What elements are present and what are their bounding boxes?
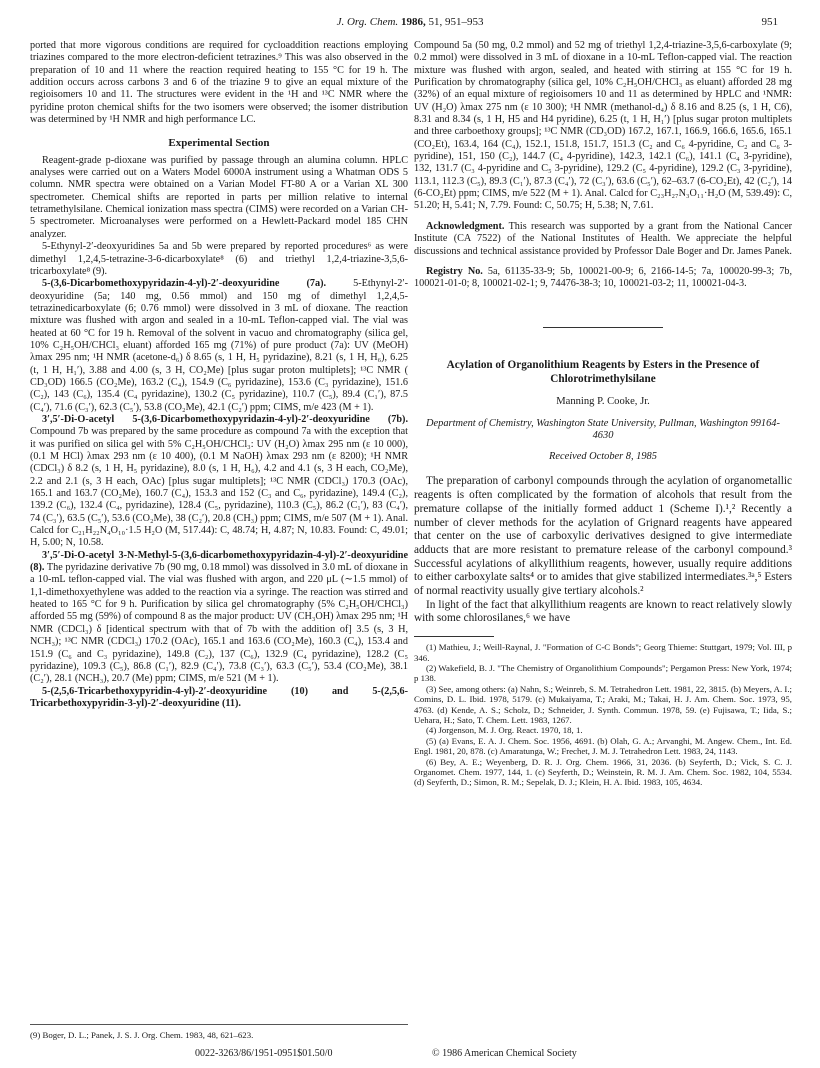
compound-10-11-continuation: Compound 5a (50 mg, 0.2 mmol) and 52 mg of triethyl 1,2,4-triazine-3,5,6-carboxylate (9; 0.2 mmol) were dissolved in 3 mL of dioxane in a 10-mL Teflon-capped vial. The reaction mixture was flushed with argon, sealed, and heated with stirring at 155 °C for 19 h. Purification by chromatography (silica gel, 10% C₂H₅OH/CHCl₃ as eluant) afforded 28 mg (32%) of an equal mixture of regioisomers 10 and 11 as determined by HPLC and ¹NMR: UV (H₂O) λmax 275 nm (ε 10 300); ¹H NMR (methanol-d₄) δ 8.16 and 8.25 (s, 1 H, C6), 8.31 and 8.34 (s, 1 H, H5 and H4 pyridine), 6.25 (t, 1 H, H₁′) [plus sugar proton multiplets and three carboethoxy groups]; ¹³C NMR (CD₃OD) 167.2, 167.1, 166.9, 166.6, 165.6, 165.1 (CO₂Et), 163.4, 164 (C₄), 152.1, 151.8, 151.7, 151.3 (C₂ and C₆ 4-pyridine, C₂ and C₆ 3-pyridine), 151, 150 (C₂), 144.7 (C₄ 4-pyridine), 142.3, 142.1 (C₆), 141.1 (C₄ 3-pyridine), 132, 131.7 (C₃ 4-pyridine and C₅ 3-pyridine), 129.2 (C₅ 4-pyridine), 129.2 (C₃ 3-pyridine), 113.1, 112.3 (C₅), 89.3 (C₁′), 87.3 (C₄′), 72 (C₃′), 63.6 (C₅′), 62–63.7 (6-CO₂Et), 42 (C₂′), 14 (6-CO₂Et) ppm; CIMS, m/e 522 (M + 1). Anal. Calcd for C₂₃H₂₇N₃O₁₁·H₂O (M, 539.49): C, 51.20; H, 5.41; N, 7.79. Found: C, 50.75; H, 5.38; N, 7.61. [414, 40, 792, 212]
footnote-5: (5) (a) Evans, E. A. J. Chem. Soc. 1956, 4691. (b) Olah, G. A.; Arvanghi, M. Angew. Chem., Int. Ed. Engl. 1981, 20, 878. (c) Amaratunga, W.; Frechet, J. M. J. Tetrahedron Lett. 1983, 24, 1143. [414, 735, 792, 757]
footnote-divider [414, 636, 494, 637]
affiliation: Department of Chemistry, Washington State University, Pullman, Washington 99164-4630 [426, 417, 780, 442]
right-column [414, 40, 792, 1012]
journal-name: J. Org. Chem. [336, 16, 399, 28]
compound-8-text: The pyridazine derivative 7b (90 mg, 0.18 mmol) was dissolved in 3.0 mL of dioxane in a 10-mL teflon-capped vial. The vial was flushed with argon, and 220 μL (∼1.5 mmol) of 1,1-dimethoxyethylene was added to the reaction via a syringe. The reaction was stirred and heated to 165 °C for 9 h. Purification by silica gel chromatography (5% C₂H₅OH/CHCl₃) afforded 55 mg (59%) of compound 8 as the major product: UV (CH₃OH) λmax 295 nm; ¹H NMR (CDCl₃) δ [identical spectrum with that of 7b with the addition of] 3.5 (s, 3 H, NCH₃); ¹³C NMR (CDCl₃) 170.2 (OAc), 165.1 and 163.6 (CO₂Me), 160.3 (C₄), 153.4 and 151.9 (C₆ and C₃ pyridazine), 149.8 (C₂), 137 (C₆), 132.9 (C₄ pyridazine), 128.2 (C₅ pyridazine), 109.3 (C₅), 86.8 (C₁′), 82.9 (C₄′), 73.8 (C₃′), 63.3 (C₅′), 53.4 (CO₂Me), 38.1 (C₂′), 28.1 (NCH₃), 20.7 (Me) ppm; CIMS, m/e 521 (M + 1). [30, 562, 408, 685]
reagent-paragraph: Reagent-grade p-dioxane was purified by passage through an alumina column. HPLC analyses were carried out on a Waters Model 6000A instrument using a Whatman ODS 5 column. NMR spectra were obtained on a Varian Model FT-80 A or a Varian XL 300 spectrometer. Chemical shifts are reported in parts per million relative to internal tetramethylsilane. Chemical ionization mass spectra (CIMS) were recorded on a Varian CH-5 spectrometer. Microanalyses were performed on a Hewlett-Packard model 185 CHN analyzer. [30, 154, 408, 240]
acknowledgment-text: This research was supported by a grant from the National Cancer Institute (CA 7522) of the National Institutes of Health. We appreciate the helpful discussions and technical assistance provided by Professor Dale Boger and Dr. James Panek. [414, 220, 792, 257]
copyright: © 1986 American Chemical Society [432, 1048, 577, 1059]
registry-text: 5a, 61135-33-9; 5b, 100021-00-9; 6, 2166-14-5; 7a, 100020-99-3; 7b, 100021-01-0; 8, 100021-02-1; 9, 74476-38-3; 10, 100021-03-2; 11, 100021-04-3. [414, 265, 792, 290]
footnotes [414, 642, 792, 788]
compound-7a-paragraph [30, 278, 408, 414]
page-header [0, 0, 820, 40]
acknowledgment-paragraph [414, 221, 792, 258]
compound-7b-paragraph [30, 414, 408, 550]
experimental-section-heading: Experimental Section [168, 137, 270, 150]
article-title: Acylation of Organolithium Reagents by Esters in the Presence of Chlorotrimethylsilane [446, 358, 760, 385]
compound-10-11-paragraph [30, 686, 408, 711]
page-number: 951 [761, 16, 778, 28]
footnote-2: (2) Wakefield, B. J. "The Chemistry of Organolithium Compounds"; Pergamon Press: New York, 1974; p 138. [414, 662, 792, 684]
footnote-6: (6) Bey, A. E.; Weyenberg, D. R. J. Org. Chem. 1966, 31, 2036. (b) Seyferth, D.; Vick, S. C. J. Organomet. Chem. 1977, 144, 1. (c) Seyferth, D.; Weinstein, R. M. J. Am. Chem. Soc. 1982, 104, 5534. (d) Seyferth, D.; Simon, R. M.; Sepelak, D. J.; Klein, H. A. Ibid. 1983, 105, 4634. [414, 756, 792, 788]
journal-citation [0, 16, 820, 28]
compound-8-heading: 3′,5′-Di-O-acetyl 3-N-Methyl-5-(3,6-dicarbomethoxypyridazin-4-yl)-2′-deoxyuridine (8). [30, 549, 408, 574]
acknowledgment-label: Acknowledgment. [426, 220, 505, 232]
compound-10-11-heading: 5-(2,5,6-Tricarbethoxypyridin-4-yl)-2′-deoxyuridine (10) and 5-(2,5,6-Tricarbethoxypyridin-3-yl)-2′-deoxyuridine (11). [30, 685, 408, 709]
compound-7b-heading: 3′,5′-Di-O-acetyl 5-(3,6-Dicarbomethoxypyridazin-4-yl)-2′-deoxyuridine (7b). [42, 413, 408, 425]
intro-paragraph: ported that more vigorous conditions are required for cycloaddition reactions employing triazines compared to the more electron-deficient tetrazines.⁹ This was also observed in the preparation of 10 and 11 where the reaction required heating to 155 °C for 19 h. The addition occurs across carbons 3 and 6 of the triazine 9 to give an equal mixture of the regioisomers 10 and 11. The structures were evident in the ¹H and ¹³C NMR where the pyridine proton chemical shifts for the two isomers were observed; the isomer distribution was determined by ¹H NMR and high performance LC. [30, 40, 408, 126]
compound-7a-text: 5-Ethynyl-2′-deoxyuridine (5a; 140 mg, 0.56 mmol) and 150 mg of dimethyl 1,2,4,5-tetrazinedicarboxylate (6; 0.76 mmol) were dissolved in 3 mL of dioxane. The reaction mixture was flushed with argon and sealed in a 10-mL Teflon-capped vial. The vial was heated at 60 °C for 19 h. Removal of the solvent in vacuo and chromatography (silica gel, 10% C₂H₅OH/CHCl₃ eluant) afforded 165 mg (71%) of pure product (7a): UV (MeOH) λmax 295 nm; ¹H NMR (acetone-d₆) δ 8.65 (s, 1 H, H₅ pyridazine), 8.21 (s, 1 H, H₆), 6.25 (t, 1 H, H₁′), 3.88 and 4.00 (s, 3 H, CO₂Me) [plus sugar proton multiplets]; ¹³C NMR ( CD₃OD) 166.5 (CO₂Me), 163.2 (C₄), 154.9 (C₆ pyridazine), 153.6 (C₃ pyridazine), 151.6 (C₂), 143 (C₆), 135.4 (C₄ pyridazine), 130.2 (C₅ pyridazine), 110.7 (C₅), 89.4 (C₁′), 87.5 (C₄′), 71.6 (C₃′), 62.3 (C₅′), 53.8 (CO₂Me), 42.1 (C₂′) ppm; CIMS, m/e 423 (M + 1). [30, 278, 408, 413]
registry-paragraph [414, 266, 792, 291]
journal-year: 1986, [400, 16, 426, 28]
footnote-1: (1) Mathieu, J.; Weill-Raynal, J. "Formation of C-C Bonds"; Georg Thieme: Stuttgart, 1979; Vol. III, p 346. [414, 642, 792, 663]
footnote-3: (3) See, among others: (a) Nahn, S.; Weinreb, S. M. Tetrahedron Lett. 1981, 22, 3815. (b) Meyers, A. I.; Comins, D. L. Ibid. 1978, 5179. (c) Mukaiyama, T.; Araki, M.; Takai, H. J. Am. Chem. Soc. 1973, 95, 4763. (d) Kende, A. S.; Scholz, D.; Schneider, J. Synth. Commun. 1978, 59. (e) Fujisawa, T.; Iida, S.; Uehara, H.; Sato, T. Chem. Lett. 1983, 1267. [414, 683, 792, 725]
body-paragraph-2: In light of the fact that alkyllithium reagents are known to react relatively slowly with some chlorosilanes,⁶ we have [414, 598, 792, 625]
footnote-4: (4) Jorgenson, M. J. Org. React. 1970, 18, 1. [426, 725, 583, 736]
left-footnote: (9) Boger, D. L.; Panek, J. S. J. Org. Chem. 1983, 48, 621–623. [30, 1030, 254, 1040]
article-code: 0022-3263/86/1951-0951$01.50/0 [195, 1048, 333, 1059]
article-divider [543, 327, 663, 328]
received-date: Received October 8, 1985 [549, 451, 657, 463]
left-column [30, 40, 408, 1012]
journal-volume-pages: 51, 951–953 [428, 16, 484, 28]
left-footnote-divider [30, 1024, 408, 1025]
body-paragraph-1: The preparation of carbonyl compounds through the acylation of organometallic reagents is often complicated by the formation of alcohols that result from the premature collapse of the initially formed adduct 1 (Scheme I).¹,² Recently a number of clever methods for the acylation of Grignard reagents have appeared that center on the use of carboxylic derivatives designed to give intermediate adducts that are more resistant to premature release of the carbonyl compound.³ Successful acylations of alkyllithium reagents, however, usually require additions to either carboxylate salts⁴ or to amides that give stabilized intermediates.³ᵃ,⁵ Esters of normal reactivity usually give tertiary alcohols.² [414, 475, 792, 598]
registry-label: Registry No. [426, 265, 483, 277]
ethynyl-paragraph: 5-Ethynyl-2′-deoxyuridines 5a and 5b were prepared by reported procedures⁶ as were dimethyl 1,2,4,5-tetrazine-3-6-dicarboxylate⁸ (6) and triethyl 1,2,4-triazine-3,5,6-tricarboxylate⁸ (9). [30, 241, 408, 277]
compound-7b-text: Compound 7b was prepared by the same procedure as compound 7a with the exception that it was purified on silica gel with 5% C₂H₅OH/CHCl₃: UV (H₂O) λmax 295 nm (ε 10 000), (0.1 M HCl) λmax 293 nm (ε 10 400), (0.1 M NaOH) λmax 293 nm (ε 8200); ¹H NMR (CDCl₃) δ 8.2 (s, 1 H, H₅ pyridazine), 8.0 (s, 1 H, H₆), 4.2 and 4.1 (s, 3 H each, CO₂Me), 2.2 and 2.1 (s, 3 H each, OAc) [plus sugar multiplets]; ¹³C NMR (CDCl₃) 170.3 (OAc), 165.1 and 163.7 (CO₂Me), 160.7 (C₄), 153.3 and 152 (C₃ and C₆, pyridazine), 149.4 (C₂), 139.2 (C₆), 132.4 (C₄, pyridazine), 128.4 (C₅, pyridazine), 110.3 (C₅), 86.2 (C₁′), 83 (C₄′), 74 (C₃′), 63.5 (C₅′), 53.6 (CO₂Me), 38 (C₂′), 20.8 (CH₃) ppm; CIMS, m/e 507 (M + 1). Anal. Calcd for C₂₁H₂₂N₄O₁₀·1.5 H₂O (M, 517.44): C, 48.74; H, 4.87; N, 10.83. Found: C, 49.01; H, 5.00; N, 10.58. [30, 426, 408, 549]
author: Manning P. Cooke, Jr. [556, 395, 650, 407]
compound-8-paragraph [30, 550, 408, 686]
compound-7a-heading: 5-(3,6-Dicarbomethoxypyridazin-4-yl)-2′-deoxyuridine (7a). [42, 278, 327, 290]
